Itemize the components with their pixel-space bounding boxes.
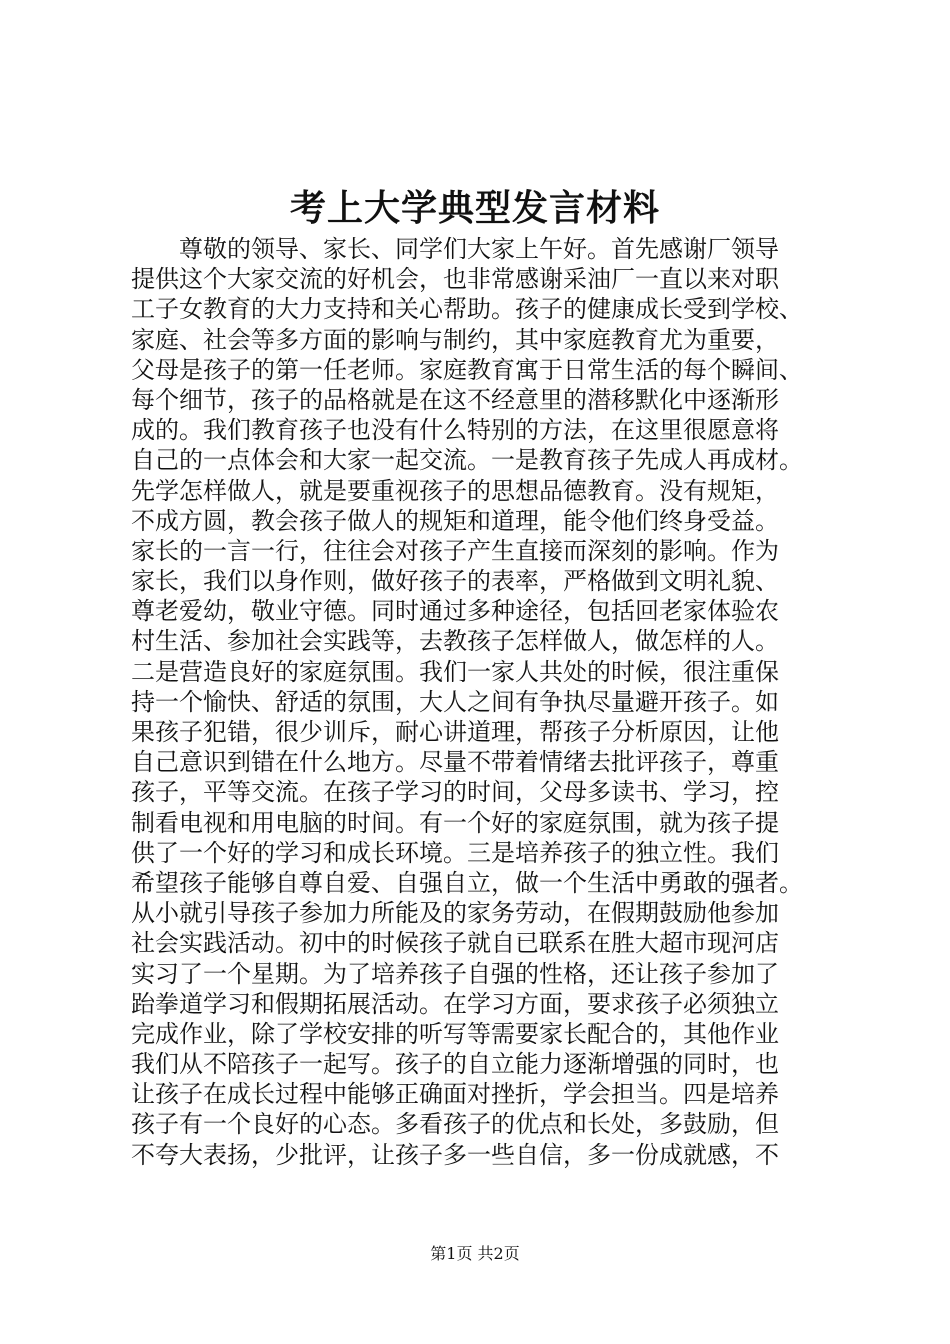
body-line: 果孩子犯错，很少训斥，耐心讲道理，帮孩子分析原因，让他 [131, 718, 779, 746]
body-line: 父母是孩子的第一任老师。家庭教育寓于日常生活的每个瞬间、 [131, 355, 803, 384]
body-line: 制看电视和用电脑的时间。有一个好的家庭氛围，就为孩子提 [131, 808, 779, 837]
document-title: 考上大学典型发言材料 [289, 187, 660, 229]
body-line: 成的。我们教育孩子也没有什么特别的方法，在这里很愿意将 [131, 416, 779, 445]
body-line: 不夸大表扬，少批评，让孩子多一些自信，多一份成就感，不 [131, 1140, 779, 1169]
body-line: 希望孩子能够自尊自爱、自强自立，做一个生活中勇敢的强者。 [131, 868, 803, 897]
body-line: 尊敬的领导、家长、同学们大家上午好。首先感谢厂领导 [131, 235, 779, 263]
body-line: 让孩子在成长过程中能够正确面对挫折，学会担当。四是培养 [131, 1080, 779, 1109]
body-line: 孩子，平等交流。在孩子学习的时间，父母多读书、学习，控 [131, 778, 779, 807]
body-line: 完成作业，除了学校安排的听写等需要家长配合的，其他作业 [131, 1019, 779, 1048]
body-line: 自己意识到错在什么地方。尽量不带着情绪去批评孩子，尊重 [131, 748, 779, 777]
body-line: 我们从不陪孩子一起写。孩子的自立能力逐渐增强的同时，也 [131, 1050, 779, 1079]
body-line: 家长，我们以身作则，做好孩子的表率，严格做到文明礼貌、 [131, 567, 779, 596]
page-number-footer: 第1页 共2页 [430, 1244, 520, 1263]
body-line: 家长的一言一行，往往会对孩子产生直接而深刻的影响。作为 [131, 536, 779, 565]
body-line: 工子女教育的大力支持和关心帮助。孩子的健康成长受到学校、 [131, 295, 803, 324]
body-line: 自己的一点体会和大家一起交流。一是教育孩子先成人再成材。 [131, 446, 803, 475]
body-line: 社会实践活动。初中的时候孩子就自已联系在胜大超市现河店 [131, 929, 779, 958]
body-line: 尊老爱幼，敬业守德。同时通过多种途径，包括回老家体验农 [131, 597, 779, 626]
body-line: 村生活、参加社会实践等，去教孩子怎样做人，做怎样的人。 [131, 627, 779, 656]
body-line: 提供这个大家交流的好机会，也非常感谢采油厂一直以来对职 [131, 265, 779, 294]
body-line: 每个细节，孩子的品格就是在这不经意里的潜移默化中逐渐形 [131, 385, 779, 414]
document-body [131, 234, 831, 1170]
body-line: 实习了一个星期。为了培养孩子自强的性格，还让孩子参加了 [131, 959, 779, 988]
body-line: 先学怎样做人，就是要重视孩子的思想品德教育。没有规矩， [131, 476, 779, 505]
body-line: 家庭、社会等多方面的影响与制约，其中家庭教育尤为重要， [131, 325, 779, 354]
body-line: 从小就引导孩子参加力所能及的家务劳动，在假期鼓励他参加 [131, 899, 779, 928]
body-line: 孩子有一个良好的心态。多看孩子的优点和长处，多鼓励，但 [131, 1110, 779, 1139]
body-line: 不成方圆，教会孩子做人的规矩和道理，能令他们终身受益。 [131, 506, 779, 535]
body-line: 持一个愉快、舒适的氛围，大人之间有争执尽量避开孩子。如 [131, 687, 779, 716]
body-line: 供了一个好的学习和成长环境。三是培养孩子的独立性。我们 [131, 838, 779, 867]
body-line: 跆拳道学习和假期拓展活动。在学习方面，要求孩子必须独立 [131, 989, 779, 1018]
body-line: 二是营造良好的家庭氛围。我们一家人共处的时候，很注重保 [131, 657, 779, 686]
